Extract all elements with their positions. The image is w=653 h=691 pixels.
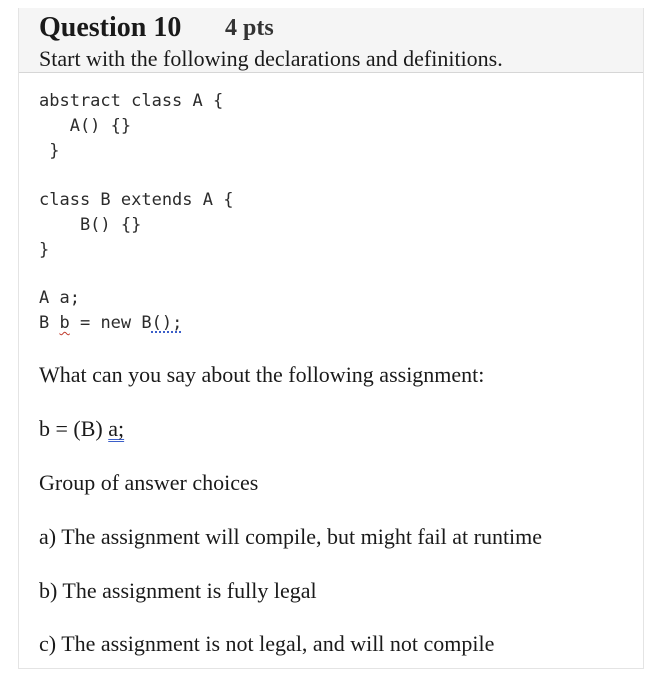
- question-points: 4 pts: [225, 15, 274, 41]
- code-line-8-middle: = new B: [69, 313, 152, 333]
- code-line-6: }: [39, 240, 50, 260]
- question-title: Question 10: [39, 12, 182, 43]
- code-line-5: B() {}: [39, 215, 142, 235]
- assignment-text: [39, 416, 124, 442]
- choice-a[interactable]: a) The assignment will compile, but might fail at runtime: [39, 524, 543, 549]
- code-line-7: A a;: [39, 288, 80, 308]
- prompt-text: What can you say about the following assignment:: [39, 362, 485, 387]
- question-card: [18, 8, 644, 669]
- code-line-2: A() {}: [39, 116, 132, 136]
- question-intro: Start with the following declarations and definitions.: [39, 46, 503, 71]
- code-line-8-prefix: B: [39, 313, 60, 333]
- question-header: [19, 8, 643, 73]
- choice-c[interactable]: c) The assignment is not legal, and will not compile: [39, 631, 495, 656]
- code-call: ();: [151, 313, 183, 333]
- code-line-1: abstract class A {: [39, 91, 224, 111]
- choices-heading: Group of answer choices: [39, 470, 259, 495]
- assignment-lhs: b = (B): [39, 416, 109, 441]
- code-line-3: }: [39, 141, 60, 161]
- choice-b[interactable]: b) The assignment is fully legal: [39, 578, 317, 603]
- code-line-4: class B extends A {: [39, 190, 234, 210]
- code-line-8: [39, 312, 182, 334]
- assignment-rhs: a;: [108, 416, 125, 441]
- code-var-b: b: [59, 313, 70, 333]
